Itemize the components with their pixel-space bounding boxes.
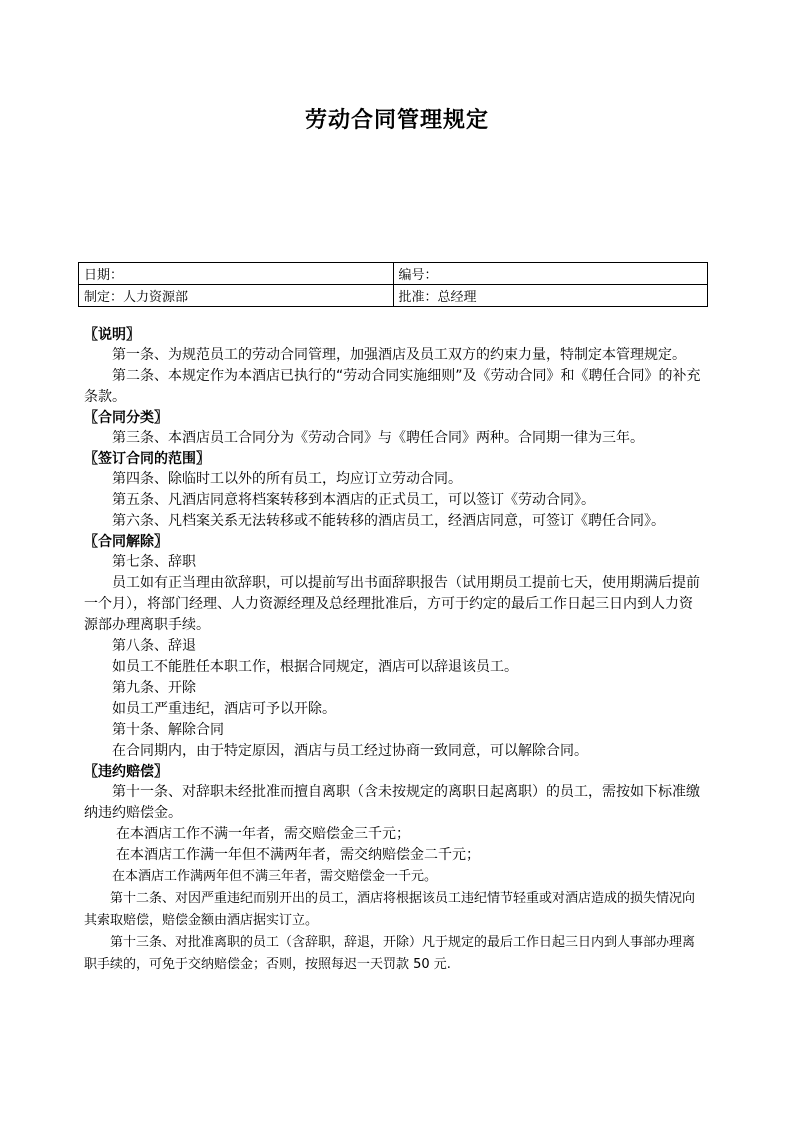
article-3: 第三条、本酒店员工合同分为《劳动合同》与《聘任合同》两种。合同期一律为三年。 xyxy=(112,430,644,446)
number-cell: 编号： xyxy=(393,263,708,285)
article-7-text: 员工如有正当理由欲辞职，可以提前写出书面辞职报告（试用期员工提前七天，使用期满后提前一个月），将部门经理、人力资源经理及总经理批准后，方可于约定的最后工作日起三日内到人力资源部办理离职手续。 xyxy=(84,575,700,633)
article-4: 第四条、除临时工以外的所有员工，均应订立劳动合同。 xyxy=(112,471,462,487)
made-by-cell: 制定：人力资源部 xyxy=(79,285,394,307)
document-title: 劳动合同管理规定 xyxy=(304,108,489,133)
article-10-text: 在合同期内，由于特定原因，酒店与员工经过协商一致同意，可以解除合同。 xyxy=(112,743,588,759)
date-cell: 日期： xyxy=(79,263,394,285)
section-heading-scope: 〖签订合同的范围〗 xyxy=(84,451,210,467)
article-11: 第十一条、对辞职未经批准而擅自离职（含未按规定的离职日起离职）的员工，需按如下标准缴纳违约赔偿金。 xyxy=(84,784,700,821)
article-13: 第十三条、对批准离职的员工（含辞职，辞退，开除）凡于规定的最后工作日起三日内到人事部办理离职手续的，可免于交纳赔偿金；否则，按照每迟一天罚款 50 元. xyxy=(84,935,696,972)
article-7-title: 第七条、辞职 xyxy=(112,554,196,570)
article-11-item-3: 在本酒店工作满两年但不满三年者，需交赔偿金一千元。 xyxy=(112,869,438,884)
article-11-item-2: 在本酒店工作满一年但不满两年者，需交纳赔偿金二千元； xyxy=(116,847,480,863)
article-8-title: 第八条、辞退 xyxy=(112,638,196,654)
section-heading-explanation: 〖说明〗 xyxy=(84,327,140,343)
article-12: 第十二条、对因严重违纪而别开出的员工，酒店将根据该员工违纪情节轻重或对酒店造成的损失情况向其索取赔偿，赔偿金额由酒店据实订立。 xyxy=(84,891,696,928)
article-11-item-1: 在本酒店工作不满一年者，需交赔偿金三千元； xyxy=(116,826,410,842)
article-5: 第五条、凡酒店同意将档案转移到本酒店的正式员工，可以签订《劳动合同》。 xyxy=(112,492,595,508)
section-heading-termination: 〖合同解除〗 xyxy=(84,534,168,550)
article-9-title: 第九条、开除 xyxy=(112,680,196,696)
article-9-text: 如员工严重违纪，酒店可予以开除。 xyxy=(112,701,336,717)
article-10-title: 第十条、解除合同 xyxy=(112,722,224,738)
section-heading-classification: 〖合同分类〗 xyxy=(84,410,168,426)
document-body xyxy=(84,325,704,976)
meta-table xyxy=(78,262,708,307)
article-6: 第六条、凡档案关系无法转移或不能转移的酒店员工，经酒店同意，可签订《聘任合同》。 xyxy=(112,513,665,529)
article-2: 第二条、本规定作为本酒店已执行的“劳动合同实施细则”及《劳动合同》和《聘任合同》的补充条款。 xyxy=(84,368,701,405)
approved-by-cell: 批准：总经理 xyxy=(393,285,708,307)
article-8-text: 如员工不能胜任本职工作，根据合同规定，酒店可以辞退该员工。 xyxy=(112,659,518,675)
article-1: 第一条、为规范员工的劳动合同管理，加强酒店及员工双方的约束力量，特制定本管理规定。 xyxy=(112,347,686,363)
section-heading-compensation: 〖违约赔偿〗 xyxy=(84,764,168,780)
